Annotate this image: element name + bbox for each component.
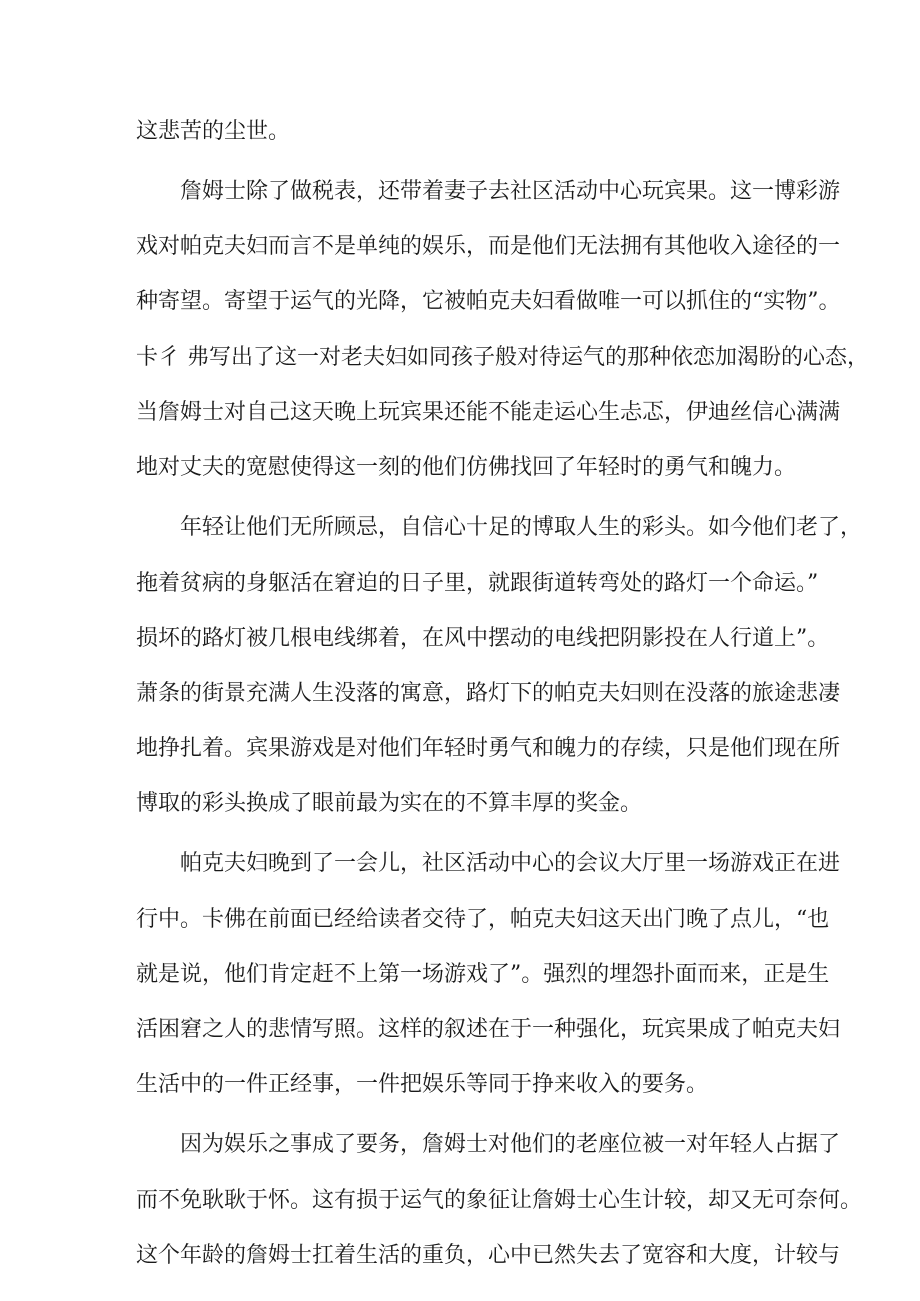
text-line: 种寄望。寄望于运气的光降，它被帕克夫妇看做唯一可以抓住的“实物”。	[136, 289, 841, 314]
text-line: 损坏的路灯被几根电线绑着，在风中摆动的电线把阴影投在人行道上”。	[136, 626, 830, 651]
text-line: 因为娱乐之事成了要务，詹姆士对他们的老座位被一对年轻人占据了	[180, 1132, 841, 1157]
text-line: 地对丈夫的宽慰使得这一刻的他们仿佛找回了年轻时的勇气和魄力。	[136, 455, 797, 480]
text-line: 活困窘之人的悲情写照。这样的叙述在于一种强化，玩宾果成了帕克夫妇	[136, 1017, 841, 1042]
text-line: 博取的彩头换成了眼前最为实在的不算丰厚的奖金。	[136, 791, 643, 816]
text-line: 拖着贫病的身躯活在窘迫的日子里，就跟街道转弯处的路灯一个命运。”	[136, 571, 819, 596]
text-line: 地挣扎着。宾果游戏是对他们年轻时勇气和魄力的存续，只是他们现在所	[136, 736, 841, 761]
text-line: 帕克夫妇晚到了一会儿，社区活动中心的会议大厅里一场游戏正在进	[180, 851, 841, 876]
text-line: 戏对帕克夫妇而言不是单纯的娱乐，而是他们无法拥有其他收入途径的一	[136, 234, 841, 259]
text-line: 詹姆士除了做税表，还带着妻子去社区活动中心玩宾果。这一博彩游	[180, 179, 841, 204]
text-line: 而不免耿耿于怀。这有损于运气的象征让詹姆士心生计较，却又无可奈何。	[136, 1188, 863, 1213]
text-line: 就是说，他们肯定赶不上第一场游戏了”。强烈的埋怨扑面而来，正是生	[136, 962, 830, 987]
text-line: 萧条的街景充满人生没落的寓意，路灯下的帕克夫妇则在没落的旅途悲凄	[136, 681, 841, 706]
text-line: 这悲苦的尘世。	[136, 119, 291, 144]
text-line: 当詹姆士对自己这天晚上玩宾果还能不能走运心生忐忑，伊迪丝信心满满	[136, 400, 841, 425]
text-line: 生活中的一件正经事，一件把娱乐等同于挣来收入的要务。	[136, 1072, 709, 1097]
text-line: 卡彳 弗写出了这一对老夫妇如同孩子般对待运气的那种依恋加渴盼的心态，	[136, 345, 869, 370]
text-line: 这个年龄的詹姆士扛着生活的重负，心中已然失去了宽容和大度，计较与	[136, 1243, 841, 1268]
text-line: 行中。卡佛在前面已经给读者交待了，帕克夫妇这天出门晚了点儿，“也	[136, 907, 830, 932]
text-line: 年轻让他们无所顾忌，自信心十足的博取人生的彩头。如今他们老了，	[180, 515, 863, 540]
